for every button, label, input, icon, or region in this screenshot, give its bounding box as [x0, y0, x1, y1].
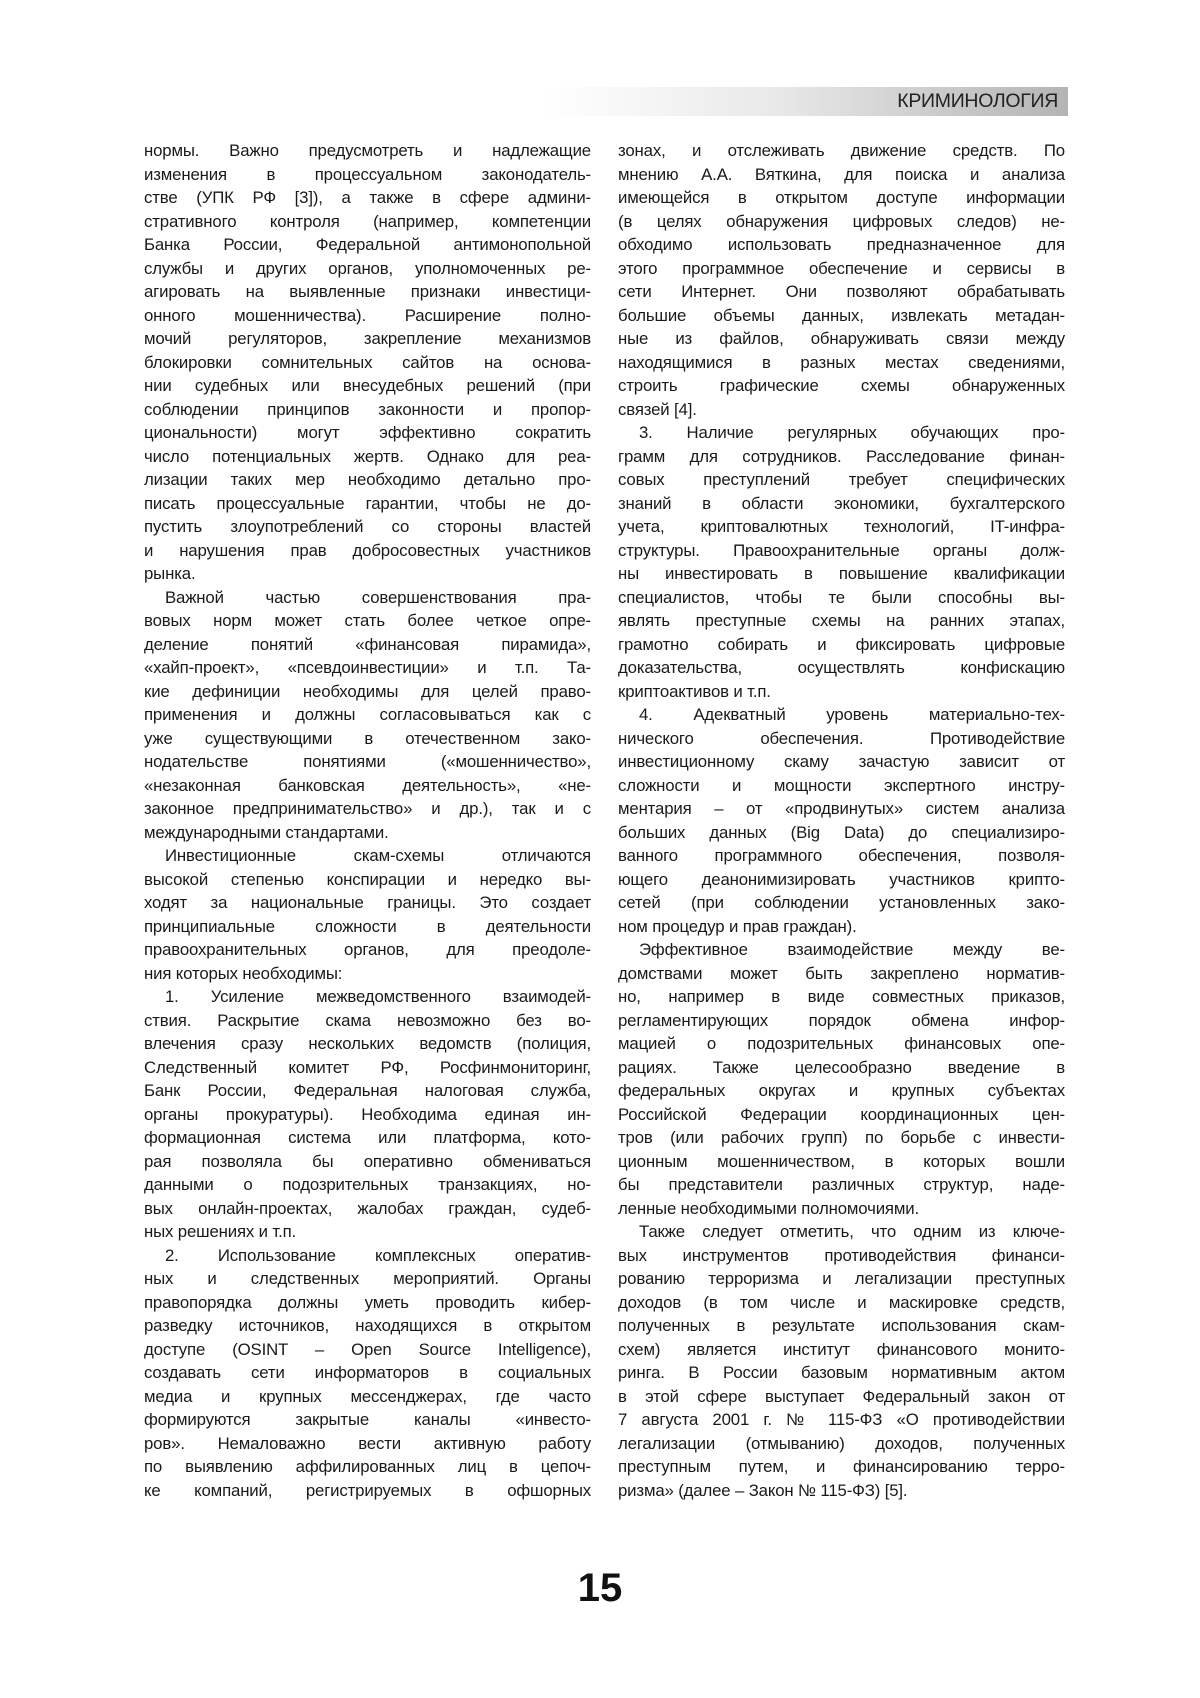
text-line: ствия. Раскрытие скама невозможно без во-: [144, 1009, 591, 1033]
text-line: высокой степенью конспирации и нередко вы-: [144, 868, 591, 892]
text-line: Российской Федерации координационных цен-: [618, 1103, 1065, 1127]
paragraph: [618, 938, 1065, 1220]
text-line: формационная система или платформа, кото-: [144, 1126, 591, 1150]
text-line: нормы. Важно предусмотреть и надлежащие: [144, 139, 591, 163]
text-line: рованию терроризма и легализации преступных: [618, 1267, 1065, 1291]
text-line: ном процедур и прав граждан).: [618, 915, 1065, 939]
text-line: нического обеспечения. Противодействие: [618, 727, 1065, 751]
text-line: применения и должны согласовываться как с: [144, 703, 591, 727]
text-line: учета, криптовалютных технологий, IT-инфра-: [618, 515, 1065, 539]
text-line: органы прокуратуры). Необходима единая ин-: [144, 1103, 591, 1127]
right-text-column: [618, 139, 1065, 1502]
text-line: ющего деанонимизировать участников крипто-: [618, 868, 1065, 892]
text-line: формируются закрытые каналы «инвесто-: [144, 1408, 591, 1432]
text-line: Банк России, Федеральная налоговая служба,: [144, 1079, 591, 1103]
text-line: лизации таких мер необходимо детально про-: [144, 468, 591, 492]
text-line: вых онлайн-проектах, жалобах граждан, судеб-: [144, 1197, 591, 1221]
text-line: ринга. В России базовым нормативным актом: [618, 1361, 1065, 1385]
text-line: в этой сфере выступает Федеральный закон от: [618, 1385, 1065, 1409]
text-line: рациях. Также целесообразно введение в: [618, 1056, 1065, 1080]
text-line: данными о подозрительных транзакциях, но-: [144, 1173, 591, 1197]
text-line: по выявлению аффилированных лиц в цепоч-: [144, 1455, 591, 1479]
text-line: Важной частью совершенствования пра-: [144, 586, 591, 610]
text-line: Эффективное взаимодействие между ве-: [618, 938, 1065, 962]
text-line: онного мошенничества). Расширение полно-: [144, 304, 591, 328]
text-line: деление понятий «финансовая пирамида»,: [144, 633, 591, 657]
text-line: 3. Наличие регулярных обучающих про-: [618, 421, 1065, 445]
text-line: регламентирующих порядок обмена инфор-: [618, 1009, 1065, 1033]
text-line: циональности) могут эффективно сократить: [144, 421, 591, 445]
text-line: преступным путем, и финансированию терро-: [618, 1455, 1065, 1479]
paragraph: [618, 703, 1065, 938]
text-line: ке компаний, регистрируемых в офшорных: [144, 1479, 591, 1503]
text-line: большие объемы данных, извлекать метадан-: [618, 304, 1065, 328]
text-line: пустить злоупотреблений со стороны властей: [144, 515, 591, 539]
text-line: совых преступлений требует специфических: [618, 468, 1065, 492]
text-line: 7 августа 2001 г. № 115-ФЗ «О противодействии: [618, 1408, 1065, 1432]
text-line: агировать на выявленные признаки инвестици-: [144, 280, 591, 304]
text-line: мацией о подозрительных финансовых опе-: [618, 1032, 1065, 1056]
text-line: рынка.: [144, 562, 591, 586]
text-line: но, например в виде совместных приказов,: [618, 985, 1065, 1009]
text-line: уже существующими в отечественном зако-: [144, 727, 591, 751]
text-line: ризма» (далее – Закон № 115-ФЗ) [5].: [618, 1479, 1065, 1503]
text-line: полученных в результате использования скам-: [618, 1314, 1065, 1338]
text-line: Следственный комитет РФ, Росфинмониторинг,: [144, 1056, 591, 1080]
text-line: этого программное обеспечение и сервисы в: [618, 257, 1065, 281]
paragraph: [144, 1244, 591, 1503]
text-line: 4. Адекватный уровень материально-тех-: [618, 703, 1065, 727]
text-line: ванного программного обеспечения, позволя-: [618, 844, 1065, 868]
text-line: Банка России, Федеральной антимонопольной: [144, 233, 591, 257]
text-line: зонах, и отслеживать движение средств. По: [618, 139, 1065, 163]
text-line: (в целях обнаружения цифровых следов) не-: [618, 210, 1065, 234]
text-line: «хайп-проект», «псевдоинвестиции» и т.п. Та-: [144, 656, 591, 680]
text-line: ционным мошенничеством, в которых вошли: [618, 1150, 1065, 1174]
text-line: специалистов, чтобы те были способны вы-: [618, 586, 1065, 610]
text-line: кие дефиниции необходимы для целей право-: [144, 680, 591, 704]
text-line: ны инвестировать в повышение квалификации: [618, 562, 1065, 586]
text-line: рая позволяла бы оперативно обмениваться: [144, 1150, 591, 1174]
text-line: мочий регуляторов, закрепление механизмов: [144, 327, 591, 351]
text-line: грамм для сотрудников. Расследование финан-: [618, 445, 1065, 469]
text-line: сетей (при соблюдении установленных зако-: [618, 891, 1065, 915]
text-line: связей [4].: [618, 398, 1065, 422]
text-line: бы представители различных структур, наде-: [618, 1173, 1065, 1197]
text-line: сложности и мощности экспертного инстру-: [618, 774, 1065, 798]
text-line: нодательстве понятиями («мошенничество»,: [144, 750, 591, 774]
text-line: 1. Усиление межведомственного взаимодей-: [144, 985, 591, 1009]
text-line: структуры. Правоохранительные органы долж-: [618, 539, 1065, 563]
text-line: являть преступные схемы на ранних этапах,: [618, 609, 1065, 633]
section-header-bar: [545, 87, 1068, 116]
text-line: инвестиционному скаму зачастую зависит от: [618, 750, 1065, 774]
paragraph: [618, 1220, 1065, 1502]
text-line: знаний в области экономики, бухгалтерского: [618, 492, 1065, 516]
text-line: правопорядка должны уметь проводить кибер-: [144, 1291, 591, 1315]
text-line: домствами может быть закреплено норматив-: [618, 962, 1065, 986]
text-line: и нарушения прав добросовестных участников: [144, 539, 591, 563]
text-line: разведку источников, находящихся в открытом: [144, 1314, 591, 1338]
text-line: «незаконная банковская деятельность», «не-: [144, 774, 591, 798]
section-title: КРИМИНОЛОГИЯ: [897, 90, 1058, 113]
text-line: блокировки сомнительных сайтов на основа-: [144, 351, 591, 375]
paragraph: [144, 844, 591, 985]
text-line: вых инструментов противодействия финанси-: [618, 1244, 1065, 1268]
text-line: вовых норм может стать более четкое опре-: [144, 609, 591, 633]
paragraph: [144, 139, 591, 586]
text-line: стративного контроля (например, компетенции: [144, 210, 591, 234]
paragraph: [618, 421, 1065, 703]
text-line: ходят за национальные границы. Это создает: [144, 891, 591, 915]
text-line: схем) является институт финансового монито-: [618, 1338, 1065, 1362]
text-line: ных решениях и т.п.: [144, 1220, 591, 1244]
page-number: 15: [0, 1566, 1200, 1611]
text-line: создавать сети информаторов в социальных: [144, 1361, 591, 1385]
text-line: нии судебных или внесудебных решений (при: [144, 374, 591, 398]
text-line: федеральных округах и крупных субъектах: [618, 1079, 1065, 1103]
text-line: ных и следственных мероприятий. Органы: [144, 1267, 591, 1291]
text-line: стве (УПК РФ [3]), а также в сфере админи-: [144, 186, 591, 210]
text-line: службы и других органов, уполномоченных ре-: [144, 257, 591, 281]
text-line: ные из файлов, обнаруживать связи между: [618, 327, 1065, 351]
text-line: число потенциальных жертв. Однако для реа-: [144, 445, 591, 469]
text-line: международными стандартами.: [144, 821, 591, 845]
text-line: криптоактивов и т.п.: [618, 680, 1065, 704]
text-line: грамотно собирать и фиксировать цифровые: [618, 633, 1065, 657]
text-line: тров (или рабочих групп) по борьбе с инвести-: [618, 1126, 1065, 1150]
text-line: ров». Немаловажно вести активную работу: [144, 1432, 591, 1456]
text-line: Также следует отметить, что одним из ключе-: [618, 1220, 1065, 1244]
text-line: медиа и крупных мессенджерах, где часто: [144, 1385, 591, 1409]
text-line: доказательства, осуществлять конфискацию: [618, 656, 1065, 680]
text-line: ленные необходимыми полномочиями.: [618, 1197, 1065, 1221]
text-line: Инвестиционные скам-схемы отличаются: [144, 844, 591, 868]
text-line: принципиальные сложности в деятельности: [144, 915, 591, 939]
text-line: легализации (отмыванию) доходов, полученных: [618, 1432, 1065, 1456]
text-line: соблюдении принципов законности и пропор-: [144, 398, 591, 422]
text-line: обходимо использовать предназначенное для: [618, 233, 1065, 257]
text-line: влечения сразу нескольких ведомств (полиция,: [144, 1032, 591, 1056]
text-line: законное предпринимательство» и др.), так и с: [144, 797, 591, 821]
text-line: строить графические схемы обнаруженных: [618, 374, 1065, 398]
text-line: больших данных (Big Data) до специализиро-: [618, 821, 1065, 845]
text-line: находящимися в разных местах сведениями,: [618, 351, 1065, 375]
text-line: ментария – от «продвинутых» систем анализа: [618, 797, 1065, 821]
paragraph: [144, 586, 591, 845]
text-line: изменения в процессуальном законодатель-: [144, 163, 591, 187]
text-line: писать процессуальные гарантии, чтобы не до-: [144, 492, 591, 516]
text-line: 2. Использование комплексных оператив-: [144, 1244, 591, 1268]
text-line: имеющейся в открытом доступе информации: [618, 186, 1065, 210]
text-line: доходов (в том числе и маскировке средств,: [618, 1291, 1065, 1315]
paragraph: [618, 139, 1065, 421]
text-line: сети Интернет. Они позволяют обрабатывать: [618, 280, 1065, 304]
text-line: доступе (OSINT – Open Source Intelligence),: [144, 1338, 591, 1362]
text-line: ния которых необходимы:: [144, 962, 591, 986]
left-text-column: [144, 139, 591, 1502]
text-line: мнению А.А. Вяткина, для поиска и анализа: [618, 163, 1065, 187]
paragraph: [144, 985, 591, 1244]
text-line: правоохранительных органов, для преодоле-: [144, 938, 591, 962]
